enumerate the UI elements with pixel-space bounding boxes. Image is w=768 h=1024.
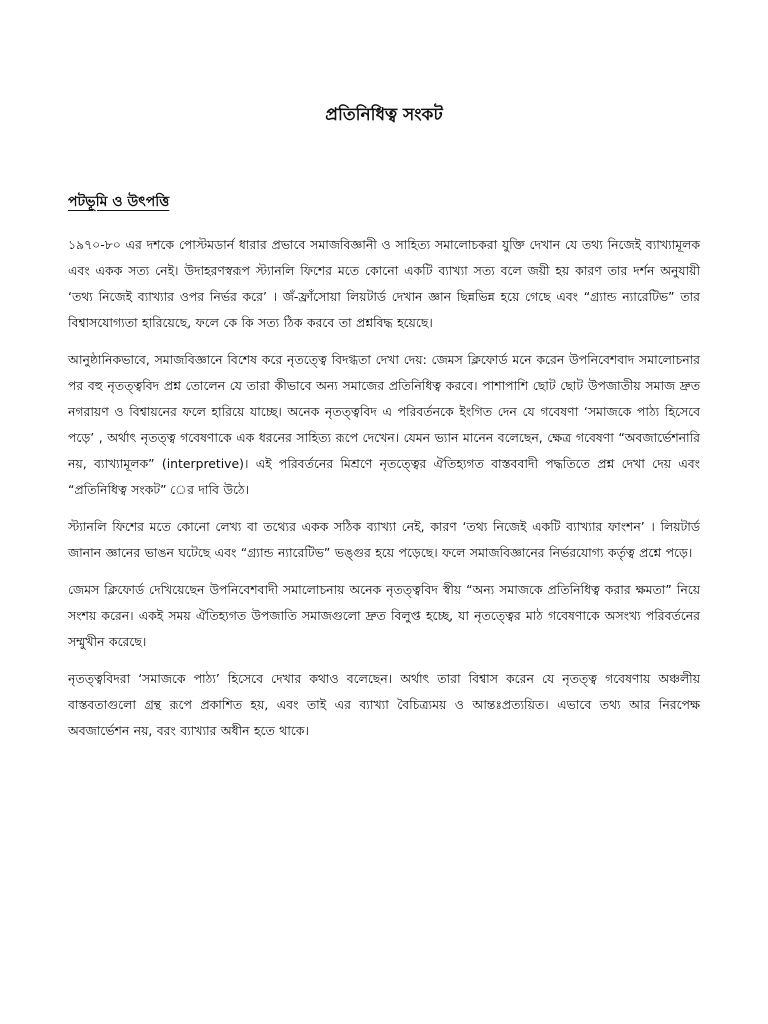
paragraph-1: ১৯৭০-৮০ এর দশকে পোস্টমডার্ন ধারার প্রভাবে সমাজবিজ্ঞানী ও সাহিত্য সমালোচকরা যুক্তি দেখান যে তথ্য নিজেই ব্যাখ্যামূলক এবং একক সত্য নেই। উদাহরণস্বরূপ স্ট্যানলি ফিশের মতে কোনো একটি ব্যাখ্যা সত্য বলে জয়ী হয় কারণ তার দর্শন অনুযায়ী ‘তথ্য নিজেই ব্যাখ্যার ওপর নির্ভর করে’ । জঁ-ফ্রাঁসোয়া লিয়টার্ড দেখান জ্ঞান ছিন্নভিন্ন হয়ে গেছে এবং “গ্র্যান্ড ন্যারেটিভ” তার বিশ্বাসযোগ্যতা হারিয়েছে, ফলে কে কি সত্য ঠিক করবে তা প্রশ্নবিদ্ধ হয়েছে।	[68, 237, 701, 330]
document-title: প্রতিনিধিত্ব সংকট	[325, 105, 443, 125]
paragraph-2: আনুষ্ঠানিকভাবে, সমাজবিজ্ঞানে বিশেষ করে নৃতত্ত্বে বিদগ্ধতা দেখা দেয়: জেমস ক্লিফোর্ড মনে করেন উপনিবেশবাদ সমালোচনার পর বহু নৃতত্ত্ববিদ প্রশ্ন তোলেন যে তারা কীভাবে অন্য সমাজের প্রতিনিধিত্ব করবে। পাশাপাশি ছোট ছোট উপজাতীয় সমাজ দ্রুত নগরায়ণ ও বিশ্বায়নের ফলে হারিয়ে যাচ্ছে। অনেক নৃতত্ত্ববিদ এ পরিবর্তনকে ইংগিত দেন যে গবেষণা ‘সমাজকে পাঠ্য হিসেবে পড়ে’ , অর্থাৎ নৃতত্ত্ব গবেষণাকে এক ধরনের সাহিত্য রূপে দেখেন। যেমন ভ্যান মানেন বলেছেন, ক্ষেত্র গবেষণা “অবজার্ভেশনারি নয়, ব্যাখ্যামূলক” (interpretive)। এই পরিবর্তনের মিশ্রণে নৃতত্ত্বের ঐতিহ্যগত বাস্তববাদী পদ্ধতিতে প্রশ্ন দেখা দেয় এবং “প্রতিনিধিত্ব সংকট” ের দাবি উঠে।	[68, 352, 700, 497]
paragraph-3: স্ট্যানলি ফিশের মতে কোনো লেখ্য বা তথ্যের একক সঠিক ব্যাখ্যা নেই, কারণ ‘তথ্য নিজেই একটি ব্যাখ্যার ফাংশন’ । লিয়টার্ড জানান জ্ঞানের ভাঙন ঘটেছে এবং “গ্র্যান্ড ন্যারেটিভ” ভঙ্গুর হয়ে পড়েছে। ফলে সমাজবিজ্ঞানের নির্ভরযোগ্য কর্তৃত্ব প্রশ্নে পড়ে।	[68, 519, 700, 560]
section-heading: পটভূমি ও উৎপত্তি	[68, 194, 170, 210]
document-body	[68, 232, 700, 755]
paragraph-5: নৃতত্ত্ববিদরা ‘সমাজকে পাঠ্য’ হিসেবে দেখার কথাও বলেছেন। অর্থাৎ তারা বিশ্বাস করেন যে নৃতত্ত্ব গবেষণায় অঞ্চলীয় বাস্তবতাগুলো গ্রন্থ রূপে প্রকাশিত হয়, এবং তাই এর ব্যাখ্যা বৈচিত্র্যময় ও আন্তঃপ্রত্যয়িত। এভাবে তথ্য আর নিরপেক্ষ অবজার্ভেশন নয়, বরং ব্যাখ্যার অধীন হতে থাকে।	[68, 671, 700, 738]
paragraph-4: জেমস ক্লিফোর্ড দেখিয়েছেন উপনিবেশবাদী সমালোচনায় অনেক নৃতত্ত্ববিদ স্বীয় “অন্য সমাজকে প্রতিনিধিত্ব করার ক্ষমতা” নিয়ে সংশয় করেন। একই সময় ঐতিহ্যগত উপজাতি সমাজগুলো দ্রুত বিলুপ্ত হচ্ছে, যা নৃতত্ত্বের মাঠ গবেষণাকে অসংখ্য পরিবর্তনের সম্মুখীন করেছে।	[68, 582, 700, 649]
